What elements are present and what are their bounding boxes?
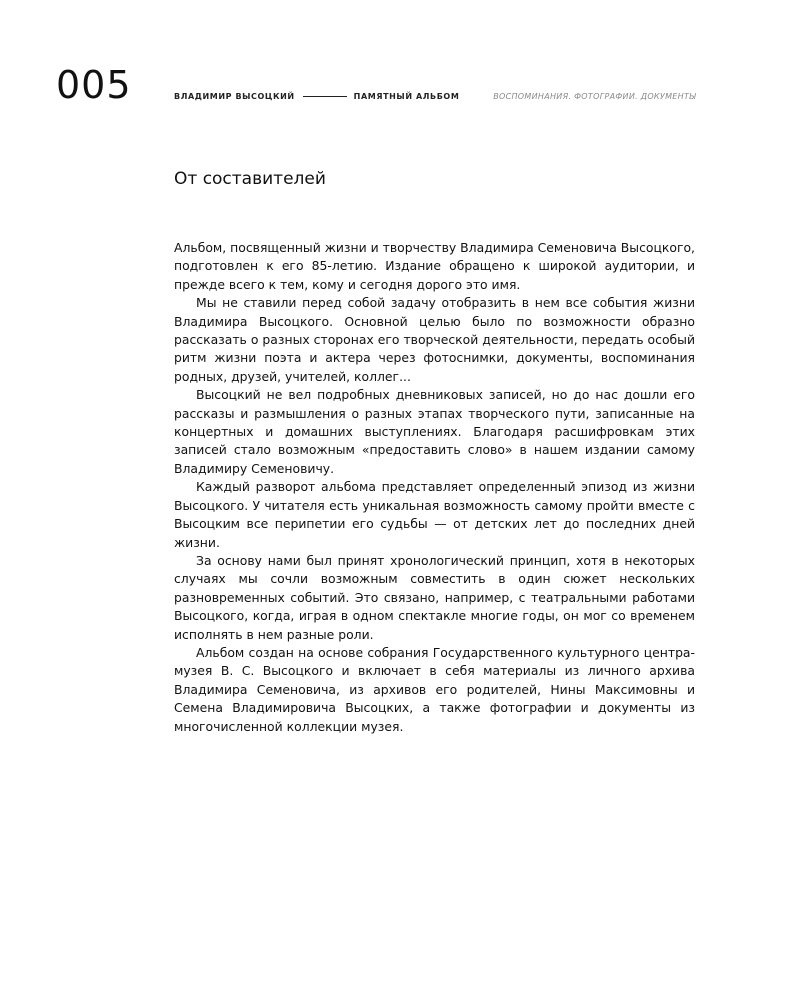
running-head-dash bbox=[303, 96, 347, 97]
paragraph: Альбом, посвященный жизни и творчеству Владимира Семеновича Высоцкого, подготовлен к его 85-летию. Издание обращено к широкой аудитории, и прежде всего к тем, кому и сегодня дорого это имя. bbox=[174, 240, 695, 292]
page-number: 005 bbox=[56, 63, 132, 107]
running-head bbox=[174, 89, 696, 103]
paragraph: Каждый разворот альбома представляет определенный эпизод из жизни Высоцкого. У читателя есть уникальная возможность самому пройти вместе с Высоцким все перипетии его судьбы — от детских лет до последних дней жизни. bbox=[174, 479, 695, 550]
running-head-subtitle: ВОСПОМИНАНИЯ. ФОТОГРАФИИ. ДОКУМЕНТЫ bbox=[493, 91, 696, 101]
paragraph: Высоцкий не вел подробных дневниковых записей, но до нас дошли его рассказы и размышления о разных этапах творческого пути, записанные на концертных и домашних выступлениях. Благодаря расшифровкам этих записей стало возможным «предоставить слово» в нашем издании самому Владимиру Семеновичу. bbox=[174, 387, 695, 476]
paragraph: За основу нами был принят хронологический принцип, хотя в некоторых случаях мы сочли возможным совместить в один сюжет нескольких разновременных событий. Это связано, например, с театральными работами Высоцкого, когда, играя в одном спектакле многие годы, он мог со временем исполнять в нем разные роли. bbox=[174, 552, 695, 642]
running-head-author: ВЛАДИМИР ВЫСОЦКИЙ bbox=[174, 91, 295, 101]
paragraph: Мы не ставили перед собой задачу отобразить в нем все события жизни Владимира Высоцкого. Основной целью было по возможности образно рассказать о разных сторонах его творческой деятельности, передать особый ритм жизни поэта и актера через фотоснимки, документы, воспоминания родных, друзей, учителей, коллег... bbox=[174, 295, 695, 384]
body-text bbox=[174, 239, 695, 736]
section-title: От составителей bbox=[174, 169, 326, 189]
paragraph: Альбом создан на основе собрания Государственного культурного центра-музея В. С. Высоцкого и включает в себя материалы из личного архива Владимира Семеновича, из архивов его родителей, Нины Максимовны и Семена Владимировича Высоцких, а также фотографии и документы из многочисленной коллекции музея. bbox=[174, 644, 695, 734]
running-head-album: ПАМЯТНЫЙ АЛЬБОМ bbox=[353, 91, 460, 101]
